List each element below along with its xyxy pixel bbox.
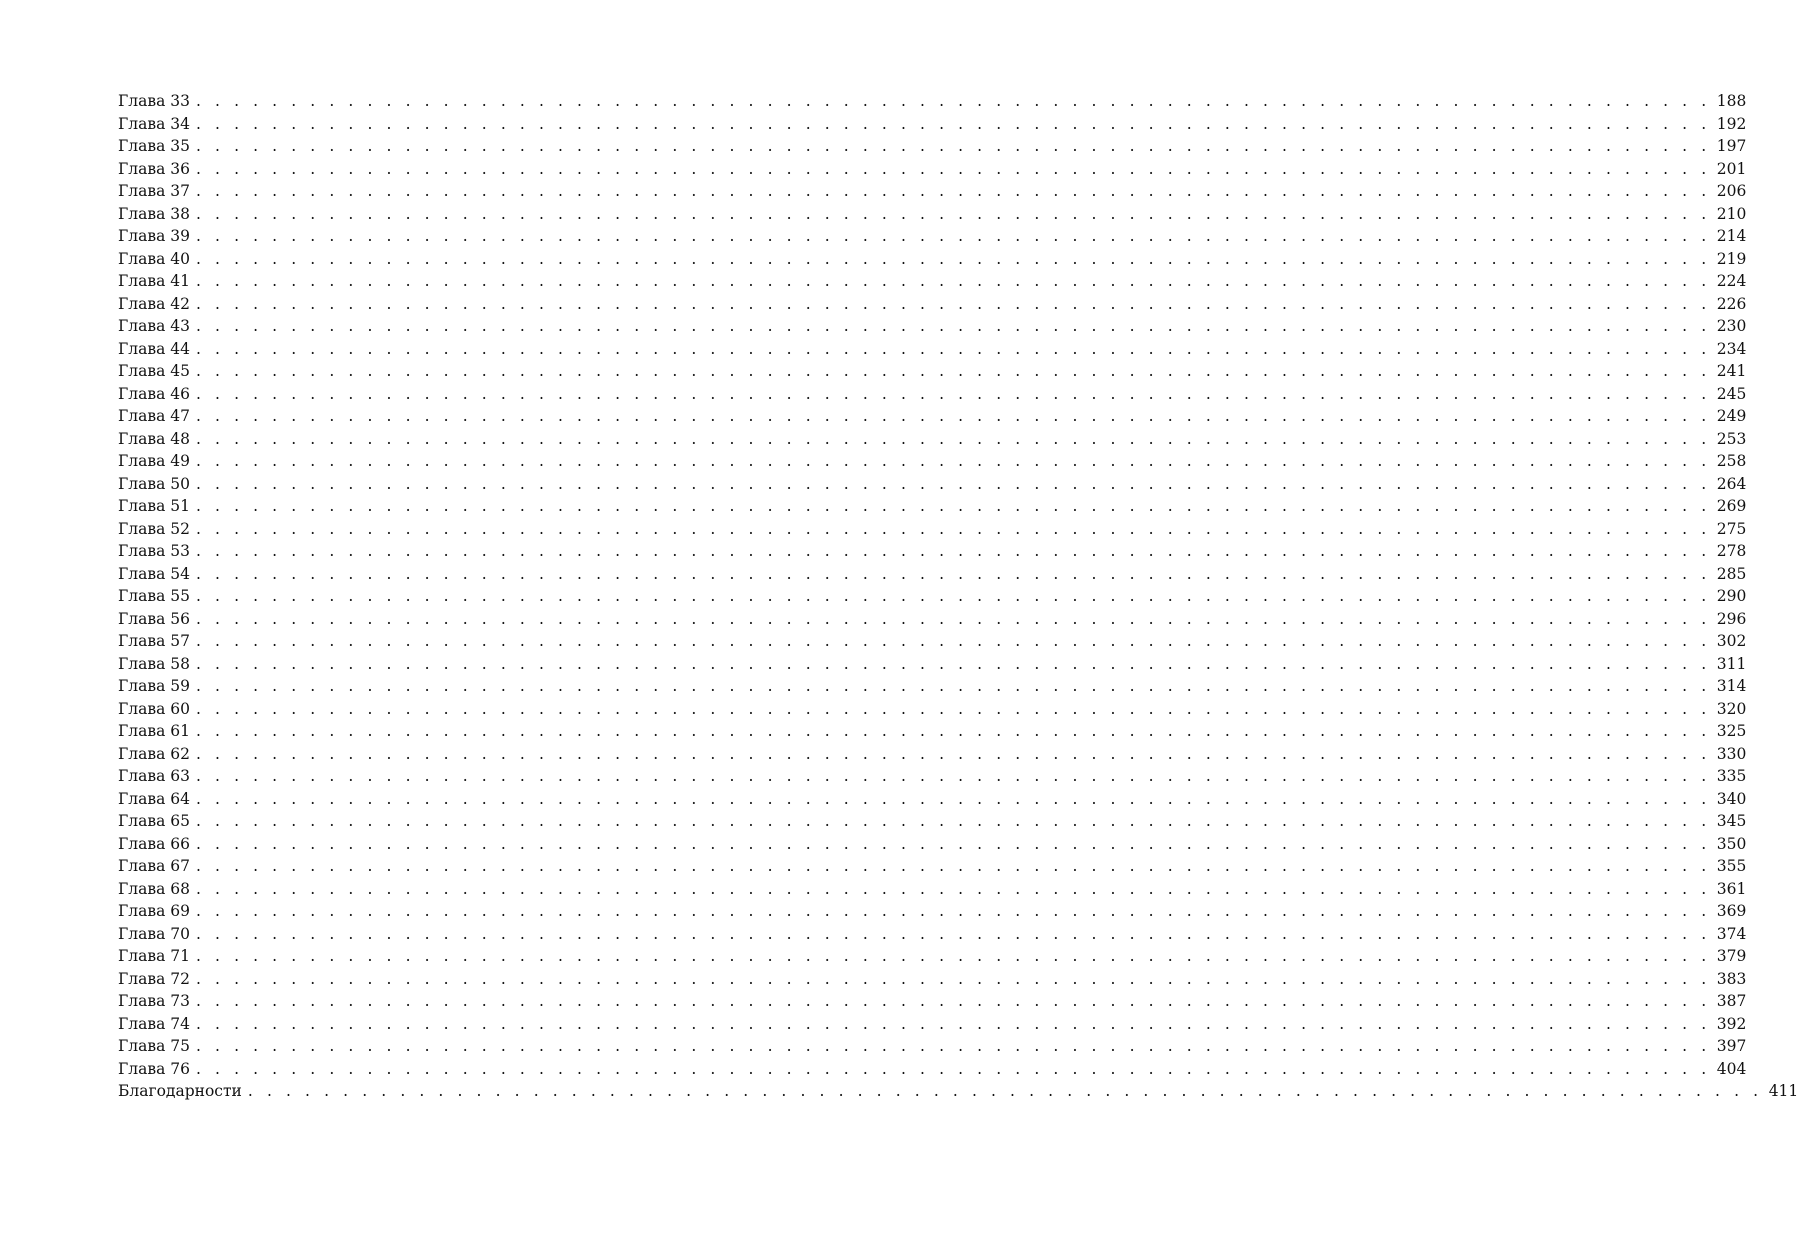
toc-entry bbox=[118, 968, 1747, 991]
toc-dot-leader: . . . . . . . . . . . . . . . . . . . . . . . . . . . . . . . . . . . . . . . . . . . . . . . . . . . . . . . . . . . . . . . . . . . . . . . . . . . . . . . . bbox=[195, 497, 1711, 515]
toc-dot-leader: . . . . . . . . . . . . . . . . . . . . . . . . . . . . . . . . . . . . . . . . . . . . . . . . . . . . . . . . . . . . . . . . . . . . . . . . . . . . . . . . bbox=[195, 339, 1711, 358]
toc-dot-leader: . . . . . . . . . . . . . . . . . . . . . . . . . . . . . . . . . . . . . . . . . . . . . . . . . . . . . . . . . . . . . . . . . . . . . . . . . . . . . . . . bbox=[195, 452, 1711, 470]
toc-entry-title: Глава 38 bbox=[118, 204, 190, 223]
toc-dot-leader: . . . . . . . . . . . . . . . . . . . . . . . . . . . . . . . . . . . . . . . . . . . . . . . . . . . . . . . . . . . . . . . . . . . . . . . . . . . . . . . . bbox=[195, 992, 1711, 1010]
toc-entry-page-number: 296 bbox=[1716, 609, 1747, 628]
toc-dot-leader: . . . . . . . . . . . . . . . . . . . . . . . . . . . . . . . . . . . . . . . . . . . . . . . . . . . . . . . . . . . . . . . . . . . . . . . . . . . . . . . . bbox=[195, 137, 1711, 155]
toc-entry-title: Глава 50 bbox=[118, 474, 190, 493]
toc-entry-title: Глава 52 bbox=[118, 519, 190, 538]
toc-dot-leader: . . . . . . . . . . . . . . . . . . . . . . . . . . . . . . . . . . . . . . . . . . . . . . . . . . . . . . . . . . . . . . . . . . . . . . . . . . . . . . . . bbox=[195, 429, 1711, 448]
toc-entry-title: Глава 71 bbox=[118, 947, 190, 965]
toc-entry-page-number: 340 bbox=[1716, 789, 1747, 808]
toc-entry-title: Глава 45 bbox=[118, 362, 190, 380]
toc-dot-leader: . . . . . . . . . . . . . . . . . . . . . . . . . . . . . . . . . . . . . . . . . . . . . . . . . . . . . . . . . . . . . . . . . . . . . . . . . . . . . . . . bbox=[195, 969, 1711, 988]
toc-entry-page-number: 285 bbox=[1716, 564, 1747, 583]
toc-dot-leader: . . . . . . . . . . . . . . . . . . . . . . . . . . . . . . . . . . . . . . . . . . . . . . . . . . . . . . . . . . . . . . . . . . . . . . . . . . . . . . . . bbox=[195, 249, 1711, 268]
toc-entry-title: Благодарности bbox=[118, 1082, 242, 1100]
toc-dot-leader: . . . . . . . . . . . . . . . . . . . . . . . . . . . . . . . . . . . . . . . . . . . . . . . . . . . . . . . . . . . . . . . . . . . . . . . . . . . . . . . . bbox=[195, 677, 1711, 695]
toc-dot-leader: . . . . . . . . . . . . . . . . . . . . . . . . . . . . . . . . . . . . . . . . . . . . . . . . . . . . . . . . . . . . . . . . . . . . . . . . . . . . . . . . bbox=[195, 902, 1711, 920]
toc-entry bbox=[118, 675, 1747, 698]
toc-dot-leader: . . . . . . . . . . . . . . . . . . . . . . . . . . . . . . . . . . . . . . . . . . . . . . . . . . . . . . . . . . . . . . . . . . . . . . . . . . . . . . . . bbox=[195, 227, 1711, 245]
toc-entry-title: Глава 34 bbox=[118, 114, 190, 133]
toc-entry-page-number: 397 bbox=[1716, 1037, 1747, 1055]
toc-entry-title: Глава 67 bbox=[118, 857, 190, 875]
toc-entry-page-number: 197 bbox=[1716, 137, 1747, 155]
toc-dot-leader: . . . . . . . . . . . . . . . . . . . . . . . . . . . . . . . . . . . . . . . . . . . . . . . . . . . . . . . . . . . . . . . . . . . . . . . . . . . . . . . . bbox=[195, 474, 1711, 493]
toc-entry-page-number: 392 bbox=[1716, 1014, 1747, 1033]
toc-entry-title: Глава 40 bbox=[118, 249, 190, 268]
toc-entry-title: Глава 73 bbox=[118, 992, 190, 1010]
toc-entry bbox=[118, 540, 1747, 563]
toc-entry-page-number: 302 bbox=[1716, 632, 1747, 650]
toc-entry-page-number: 345 bbox=[1716, 812, 1747, 830]
toc-entry-title: Глава 43 bbox=[118, 317, 190, 335]
toc-entry-page-number: 320 bbox=[1716, 699, 1747, 718]
toc-entry-title: Глава 63 bbox=[118, 767, 190, 785]
toc-dot-leader: . . . . . . . . . . . . . . . . . . . . . . . . . . . . . . . . . . . . . . . . . . . . . . . . . . . . . . . . . . . . . . . . . . . . . . . . . . . . . . . . bbox=[195, 879, 1711, 898]
toc-entry bbox=[118, 698, 1747, 721]
toc-entry-title: Глава 64 bbox=[118, 789, 190, 808]
toc-entry-page-number: 245 bbox=[1716, 384, 1747, 403]
toc-entry-title: Глава 69 bbox=[118, 902, 190, 920]
toc-entry bbox=[118, 360, 1747, 383]
toc-entry-page-number: 387 bbox=[1716, 992, 1747, 1010]
toc-entry-page-number: 369 bbox=[1716, 902, 1747, 920]
toc-entry bbox=[118, 383, 1747, 406]
toc-entry-page-number: 264 bbox=[1716, 474, 1747, 493]
toc-entry bbox=[118, 1013, 1747, 1036]
toc-entry bbox=[118, 203, 1747, 226]
toc-entry-page-number: 269 bbox=[1716, 497, 1747, 515]
toc-entry-page-number: 361 bbox=[1716, 879, 1747, 898]
toc-entry bbox=[118, 608, 1747, 631]
toc-entry bbox=[118, 788, 1747, 811]
toc-dot-leader: . . . . . . . . . . . . . . . . . . . . . . . . . . . . . . . . . . . . . . . . . . . . . . . . . . . . . . . . . . . . . . . . . . . . . . . . . . . . . . . . bbox=[195, 519, 1711, 538]
toc-entry-title: Глава 60 bbox=[118, 699, 190, 718]
toc-entry-page-number: 192 bbox=[1716, 114, 1747, 133]
toc-dot-leader: . . . . . . . . . . . . . . . . . . . . . . . . . . . . . . . . . . . . . . . . . . . . . . . . . . . . . . . . . . . . . . . . . . . . . . . . . . . . . . . . bbox=[195, 857, 1711, 875]
toc-entry-page-number: 278 bbox=[1716, 542, 1747, 560]
toc-entry bbox=[118, 90, 1747, 113]
toc-entry-page-number: 411 bbox=[1768, 1082, 1798, 1100]
toc-entry-title: Глава 56 bbox=[118, 609, 190, 628]
toc-entry-page-number: 383 bbox=[1716, 969, 1747, 988]
toc-entry-page-number: 374 bbox=[1716, 924, 1747, 943]
toc-entry-title: Глава 39 bbox=[118, 227, 190, 245]
toc-entry bbox=[118, 338, 1747, 361]
toc-entry-title: Глава 41 bbox=[118, 272, 190, 290]
toc-entry-page-number: 404 bbox=[1716, 1059, 1747, 1078]
toc-entry bbox=[118, 113, 1747, 136]
toc-dot-leader: . . . . . . . . . . . . . . . . . . . . . . . . . . . . . . . . . . . . . . . . . . . . . . . . . . . . . . . . . . . . . . . . . . . . . . . . . . . . . . . . bbox=[195, 294, 1711, 313]
toc-entry-page-number: 201 bbox=[1716, 159, 1747, 178]
toc-entry-title: Глава 37 bbox=[118, 182, 190, 200]
toc-entry-page-number: 290 bbox=[1716, 587, 1747, 605]
toc-entry bbox=[118, 923, 1747, 946]
toc-entry bbox=[118, 585, 1747, 608]
toc-entry bbox=[118, 315, 1747, 338]
toc-entry-title: Глава 47 bbox=[118, 407, 190, 425]
toc-entry bbox=[118, 1035, 1747, 1058]
toc-entry-title: Глава 46 bbox=[118, 384, 190, 403]
toc-dot-leader: . . . . . . . . . . . . . . . . . . . . . . . . . . . . . . . . . . . . . . . . . . . . . . . . . . . . . . . . . . . . . . . . . . . . . . . . . . . . . . . . bbox=[195, 362, 1711, 380]
toc-entry-page-number: 210 bbox=[1716, 204, 1747, 223]
toc-entry-page-number: 335 bbox=[1716, 767, 1747, 785]
toc-entry bbox=[118, 630, 1747, 653]
toc-dot-leader: . . . . . . . . . . . . . . . . . . . . . . . . . . . . . . . . . . . . . . . . . . . . . . . . . . . . . . . . . . . . . . . . . . . . . . . . . . . . . . . . bbox=[195, 1059, 1711, 1078]
toc-entry-page-number: 330 bbox=[1716, 744, 1747, 763]
toc-dot-leader: . . . . . . . . . . . . . . . . . . . . . . . . . . . . . . . . . . . . . . . . . . . . . . . . . . . . . . . . . . . . . . . . . . . . . . . . . . . . . . . . bbox=[195, 564, 1711, 583]
toc-entry-page-number: 355 bbox=[1716, 857, 1747, 875]
toc-dot-leader: . . . . . . . . . . . . . . . . . . . . . . . . . . . . . . . . . . . . . . . . . . . . . . . . . . . . . . . . . . . . . . . . . . . . . . . . . . . . . . . . bbox=[195, 587, 1711, 605]
toc-entry bbox=[118, 518, 1747, 541]
toc-entry-title: Глава 44 bbox=[118, 339, 190, 358]
toc-dot-leader: . . . . . . . . . . . . . . . . . . . . . . . . . . . . . . . . . . . . . . . . . . . . . . . . . . . . . . . . . . . . . . . . . . . . . . . . . . . . . . . . bbox=[195, 654, 1711, 673]
toc-dot-leader: . . . . . . . . . . . . . . . . . . . . . . . . . . . . . . . . . . . . . . . . . . . . . . . . . . . . . . . . . . . . . . . . . . . . . . . . . . . . . . . . bbox=[195, 159, 1711, 178]
toc-dot-leader: . . . . . . . . . . . . . . . . . . . . . . . . . . . . . . . . . . . . . . . . . . . . . . . . . . . . . . . . . . . . . . . . . . . . . . . . . . . . . . . . bbox=[195, 272, 1711, 290]
table-of-contents bbox=[118, 90, 1798, 1103]
toc-entry bbox=[118, 900, 1747, 923]
toc-dot-leader: . . . . . . . . . . . . . . . . . . . . . . . . . . . . . . . . . . . . . . . . . . . . . . . . . . . . . . . . . . . . . . . . . . . . . . . . . . . . . . . . bbox=[195, 182, 1711, 200]
toc-entry-title: Глава 70 bbox=[118, 924, 190, 943]
toc-entry-title: Глава 49 bbox=[118, 452, 190, 470]
toc-dot-leader: . . . . . . . . . . . . . . . . . . . . . . . . . . . . . . . . . . . . . . . . . . . . . . . . . . . . . . . . . . . . . . . . . . . . . . . . . . . . . . . . bbox=[195, 1037, 1711, 1055]
toc-dot-leader: . . . . . . . . . . . . . . . . . . . . . . . . . . . . . . . . . . . . . . . . . . . . . . . . . . . . . . . . . . . . . . . . . . . . . . . . . . . . . . . . bbox=[195, 609, 1711, 628]
toc-dot-leader: . . . . . . . . . . . . . . . . . . . . . . . . . . . . . . . . . . . . . . . . . . . . . . . . . . . . . . . . . . . . . . . . . . . . . . . . . . . . . . . . bbox=[195, 317, 1711, 335]
toc-entry bbox=[118, 293, 1747, 316]
toc-entry bbox=[118, 743, 1747, 766]
toc-dot-leader: . . . . . . . . . . . . . . . . . . . . . . . . . . . . . . . . . . . . . . . . . . . . . . . . . . . . . . . . . . . . . . . . . . . . . . . . . . . . . . . . bbox=[195, 92, 1711, 110]
toc-entry-title: Глава 75 bbox=[118, 1037, 190, 1055]
toc-entry-title: Глава 58 bbox=[118, 654, 190, 673]
toc-entry-title: Глава 66 bbox=[118, 834, 190, 853]
toc-entry bbox=[118, 653, 1747, 676]
toc-dot-leader: . . . . . . . . . . . . . . . . . . . . . . . . . . . . . . . . . . . . . . . . . . . . . . . . . . . . . . . . . . . . . . . . . . . . . . . . . . . . . . . . bbox=[195, 114, 1711, 133]
toc-entry bbox=[118, 765, 1747, 788]
toc-entry bbox=[118, 945, 1747, 968]
toc-entry-title: Глава 57 bbox=[118, 632, 190, 650]
toc-entry bbox=[118, 180, 1747, 203]
toc-entry-page-number: 253 bbox=[1716, 429, 1747, 448]
toc-entry-title: Глава 53 bbox=[118, 542, 190, 560]
toc-entry-title: Глава 35 bbox=[118, 137, 190, 155]
toc-entry-title: Глава 65 bbox=[118, 812, 190, 830]
toc-entry-page-number: 230 bbox=[1716, 317, 1747, 335]
toc-entry-title: Глава 59 bbox=[118, 677, 190, 695]
toc-entry bbox=[118, 428, 1747, 451]
toc-dot-leader: . . . . . . . . . . . . . . . . . . . . . . . . . . . . . . . . . . . . . . . . . . . . . . . . . . . . . . . . . . . . . . . . . . . . . . . . . . . . . . . . bbox=[195, 722, 1711, 740]
toc-entry-title: Глава 33 bbox=[118, 92, 190, 110]
toc-dot-leader: . . . . . . . . . . . . . . . . . . . . . . . . . . . . . . . . . . . . . . . . . . . . . . . . . . . . . . . . . . . . . . . . . . . . . . . . . . . . . . . . bbox=[195, 834, 1711, 853]
toc-entry-title: Глава 36 bbox=[118, 159, 190, 178]
toc-entry-page-number: 325 bbox=[1716, 722, 1747, 740]
toc-entry-page-number: 311 bbox=[1716, 654, 1747, 673]
toc-entry-title: Глава 48 bbox=[118, 429, 190, 448]
toc-dot-leader: . . . . . . . . . . . . . . . . . . . . . . . . . . . . . . . . . . . . . . . . . . . . . . . . . . . . . . . . . . . . . . . . . . . . . . . . . . . . . . . . bbox=[195, 204, 1711, 223]
toc-entry-page-number: 314 bbox=[1716, 677, 1747, 695]
toc-dot-leader: . . . . . . . . . . . . . . . . . . . . . . . . . . . . . . . . . . . . . . . . . . . . . . . . . . . . . . . . . . . . . . . . . . . . . . . . . . . . . . . . bbox=[195, 789, 1711, 808]
toc-dot-leader: . . . . . . . . . . . . . . . . . . . . . . . . . . . . . . . . . . . . . . . . . . . . . . . . . . . . . . . . . . . . . . . . . . . . . . . . . . . . . . . . bbox=[195, 542, 1711, 560]
toc-entry-page-number: 206 bbox=[1716, 182, 1747, 200]
toc-entry-title: Глава 62 bbox=[118, 744, 190, 763]
toc-entry-title: Глава 42 bbox=[118, 294, 190, 313]
toc-entry-title: Глава 74 bbox=[118, 1014, 190, 1033]
toc-entry bbox=[118, 855, 1747, 878]
toc-entry-page-number: 241 bbox=[1716, 362, 1747, 380]
toc-entry bbox=[118, 270, 1747, 293]
toc-entry-page-number: 234 bbox=[1716, 339, 1747, 358]
toc-entry-page-number: 350 bbox=[1716, 834, 1747, 853]
toc-entry-page-number: 379 bbox=[1716, 947, 1747, 965]
toc-entry-title: Глава 68 bbox=[118, 879, 190, 898]
toc-entry bbox=[118, 720, 1747, 743]
toc-dot-leader: . . . . . . . . . . . . . . . . . . . . . . . . . . . . . . . . . . . . . . . . . . . . . . . . . . . . . . . . . . . . . . . . . . . . . . . . . . . . . . . . bbox=[195, 407, 1711, 425]
toc-entry bbox=[118, 450, 1747, 473]
toc-dot-leader: . . . . . . . . . . . . . . . . . . . . . . . . . . . . . . . . . . . . . . . . . . . . . . . . . . . . . . . . . . . . . . . . . . . . . . . . . . . . . . . . bbox=[195, 744, 1711, 763]
toc-entry-title: Глава 76 bbox=[118, 1059, 190, 1078]
toc-dot-leader: . . . . . . . . . . . . . . . . . . . . . . . . . . . . . . . . . . . . . . . . . . . . . . . . . . . . . . . . . . . . . . . . . . . . . . . . . . . . . . . . bbox=[195, 384, 1711, 403]
toc-entry bbox=[118, 495, 1747, 518]
toc-dot-leader: . . . . . . . . . . . . . . . . . . . . . . . . . . . . . . . . . . . . . . . . . . . . . . . . . . . . . . . . . . . . . . . . . . . . . . . . . . . . . . . . bbox=[195, 947, 1711, 965]
toc-entry-page-number: 258 bbox=[1716, 452, 1747, 470]
toc-entry-title: Глава 55 bbox=[118, 587, 190, 605]
toc-dot-leader: . . . . . . . . . . . . . . . . . . . . . . . . . . . . . . . . . . . . . . . . . . . . . . . . . . . . . . . . . . . . . . . . . . . . . . . . . . . . . . . . bbox=[195, 1014, 1711, 1033]
toc-entry bbox=[118, 1080, 1798, 1103]
toc-entry-page-number: 224 bbox=[1716, 272, 1747, 290]
toc-entry bbox=[118, 158, 1747, 181]
toc-entry bbox=[118, 878, 1747, 901]
toc-dot-leader: . . . . . . . . . . . . . . . . . . . . . . . . . . . . . . . . . . . . . . . . . . . . . . . . . . . . . . . . . . . . . . . . . . . . . . . . . . . . . . . . bbox=[195, 632, 1711, 650]
toc-entry-page-number: 219 bbox=[1716, 249, 1747, 268]
toc-entry-page-number: 275 bbox=[1716, 519, 1747, 538]
toc-entry bbox=[118, 990, 1747, 1013]
toc-dot-leader: . . . . . . . . . . . . . . . . . . . . . . . . . . . . . . . . . . . . . . . . . . . . . . . . . . . . . . . . . . . . . . . . . . . . . . . . . . . . . . . . bbox=[195, 699, 1711, 718]
toc-entry bbox=[118, 1058, 1747, 1081]
toc-entry bbox=[118, 405, 1747, 428]
toc-entry-page-number: 226 bbox=[1716, 294, 1747, 313]
toc-dot-leader: . . . . . . . . . . . . . . . . . . . . . . . . . . . . . . . . . . . . . . . . . . . . . . . . . . . . . . . . . . . . . . . . . . . . . . . . . . . . . . . . bbox=[247, 1082, 1763, 1100]
toc-entry-title: Глава 72 bbox=[118, 969, 190, 988]
toc-dot-leader: . . . . . . . . . . . . . . . . . . . . . . . . . . . . . . . . . . . . . . . . . . . . . . . . . . . . . . . . . . . . . . . . . . . . . . . . . . . . . . . . bbox=[195, 812, 1711, 830]
toc-entry bbox=[118, 248, 1747, 271]
toc-entry-title: Глава 51 bbox=[118, 497, 190, 515]
toc-entry bbox=[118, 833, 1747, 856]
toc-entry bbox=[118, 473, 1747, 496]
toc-entry bbox=[118, 135, 1747, 158]
toc-entry-title: Глава 61 bbox=[118, 722, 190, 740]
toc-entry-page-number: 188 bbox=[1716, 92, 1747, 110]
toc-dot-leader: . . . . . . . . . . . . . . . . . . . . . . . . . . . . . . . . . . . . . . . . . . . . . . . . . . . . . . . . . . . . . . . . . . . . . . . . . . . . . . . . bbox=[195, 924, 1711, 943]
toc-entry bbox=[118, 225, 1747, 248]
toc-entry-page-number: 249 bbox=[1716, 407, 1747, 425]
toc-entry-title: Глава 54 bbox=[118, 564, 190, 583]
toc-entry bbox=[118, 810, 1747, 833]
toc-entry-page-number: 214 bbox=[1716, 227, 1747, 245]
toc-entry bbox=[118, 563, 1747, 586]
toc-dot-leader: . . . . . . . . . . . . . . . . . . . . . . . . . . . . . . . . . . . . . . . . . . . . . . . . . . . . . . . . . . . . . . . . . . . . . . . . . . . . . . . . bbox=[195, 767, 1711, 785]
